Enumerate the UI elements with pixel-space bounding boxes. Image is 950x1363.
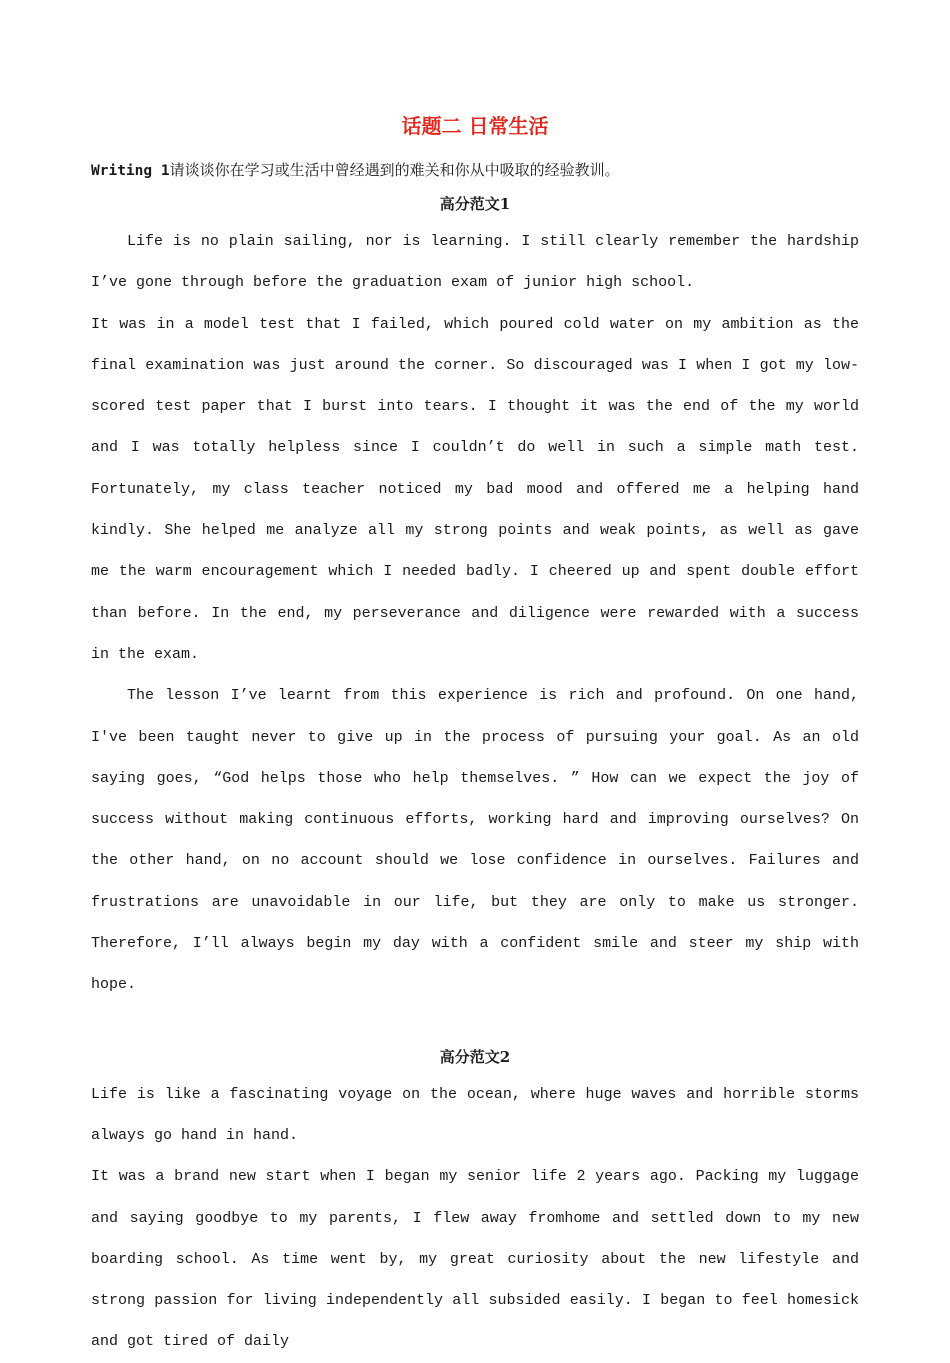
- essay-2-heading: 高分范文2: [439, 1047, 511, 1066]
- document-page: [91, 108, 859, 1363]
- essay-2: [91, 1044, 859, 1363]
- essay-2-paragraph-2: It was a brand new start when I began my senior life 2 years ago. Packing my luggage and saying goodbye to my parents, I flew away fromhome and settled down to my new boarding school. As time went by, my great curiosity about the new lifestyle and strong passion for living independently all subsided easily. I began to feel homesick and got tired of daily: [91, 1168, 859, 1351]
- writing-prompt-text: 请谈谈你在学习或生活中曾经遇到的难关和你从中吸取的经验教训。: [169, 161, 620, 179]
- essay-1-paragraph-1: Life is no plain sailing, nor is learning. I still clearly remember the hardship I’ve gone through before the graduation exam of junior high school.: [91, 233, 859, 292]
- writing-prompt: [91, 158, 859, 183]
- writing-prompt-label: Writing 1: [91, 163, 170, 179]
- essay-1-heading: 高分范文1: [439, 195, 511, 213]
- essay-2-paragraph-1: Life is like a fascinating voyage on the ocean, where huge waves and horrible storms always go hand in hand.: [91, 1085, 859, 1144]
- essay-1-paragraph-2: It was in a model test that I failed, which poured cold water on my ambition as the final examination was just around the corner. So discouraged was I when I got my low-scored test paper that I burst into tears. I thought it was the end of the my world and I was totally helpless since I couldn’t do well in such a simple math test. Fortunately, my class teacher noticed my bad mood and offered me a helping hand kindly. She helped me analyze all my strong points and weak points, as well as gave me the warm encouragement which I needed badly. I cheered up and spent double effort than before. In the end, my perseverance and diligence were rewarded with a success in the exam.: [91, 315, 859, 663]
- essay-1-paragraph-3: The lesson I’ve learnt from this experience is rich and profound. On one hand, I've been taught never to give up in the process of pursuing your goal. As an old saying goes, “God helps those who help themselves. ” How can we expect the joy of success without making continuous efforts, working hard and improving ourselves? On the other hand, on no account should we lose confidence in ourselves. Failures and frustrations are unavoidable in our life, but they are only to make us stronger. Therefore, I’ll always begin my day with a confident smile and steer my ship with hope.: [91, 687, 859, 994]
- essay-1: [91, 191, 859, 1006]
- document-title: 话题二 日常生活: [401, 114, 549, 138]
